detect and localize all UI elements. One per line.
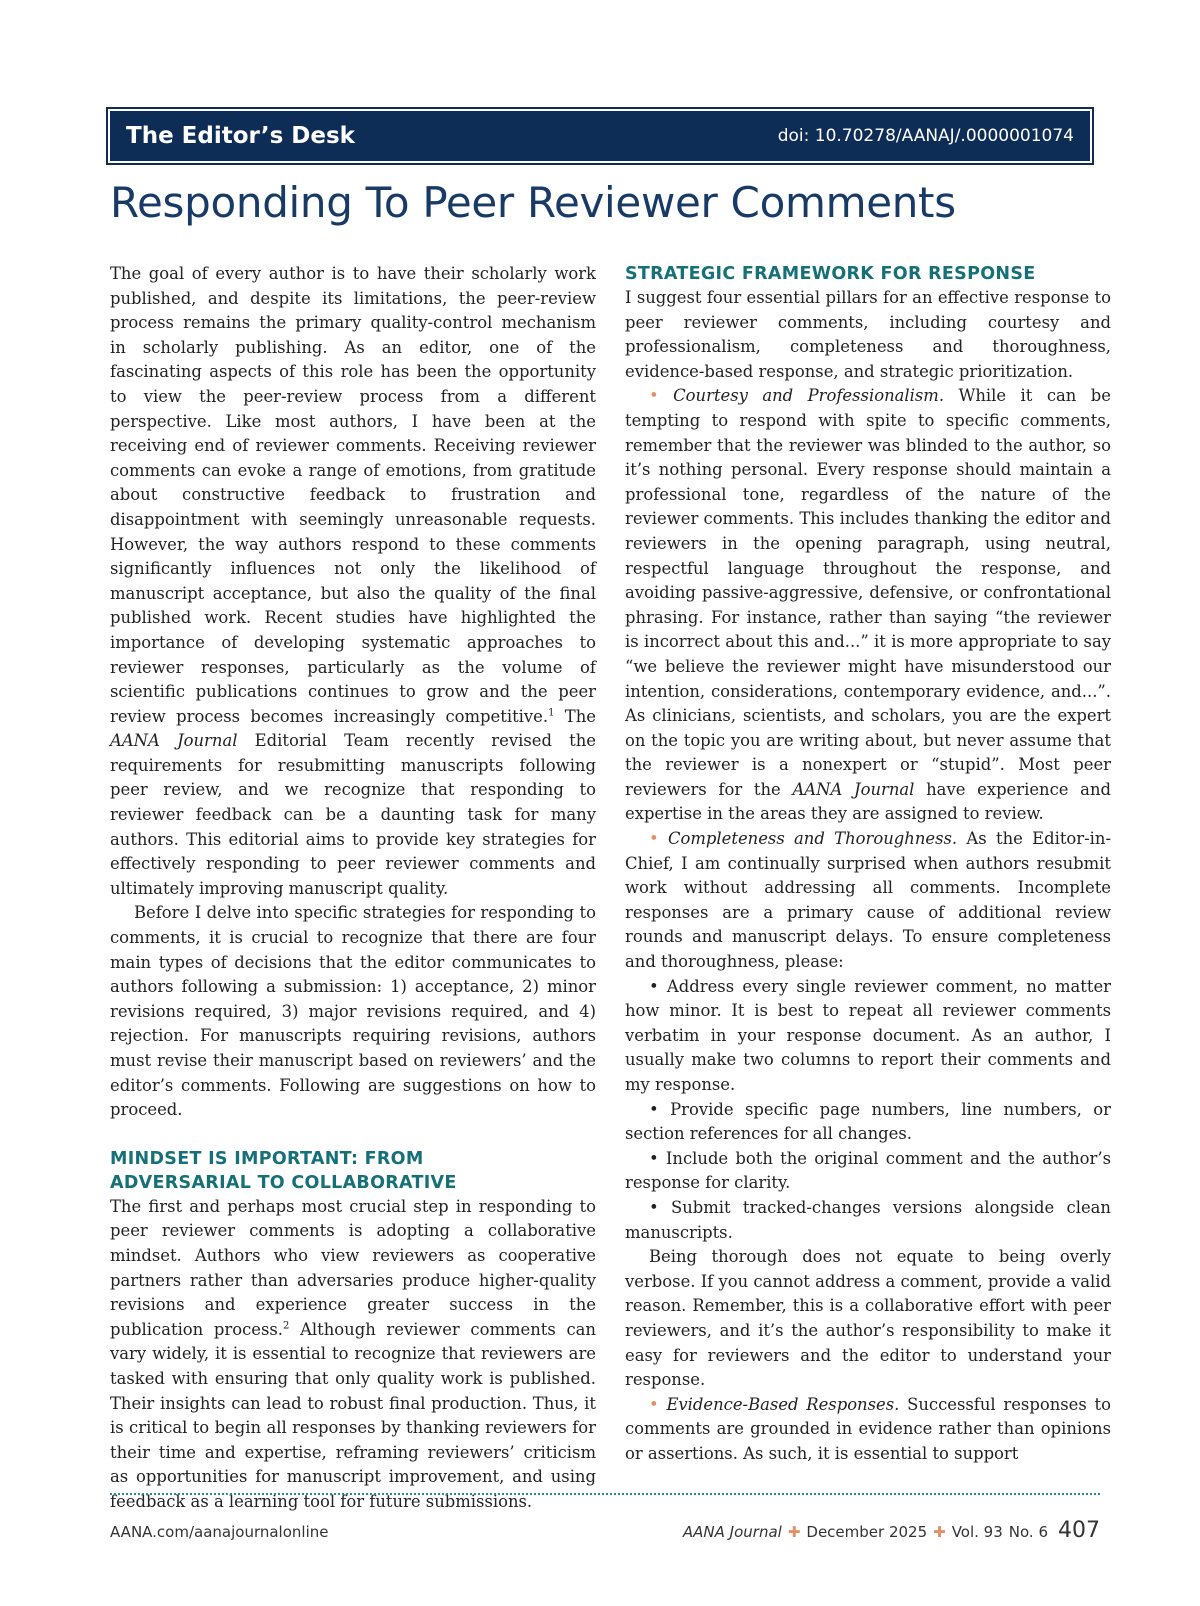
evidence-paragraph: • Evidence-Based Responses. Successful responses to comments are grounded in evidence rather than opinions or assertions. As such, it is essential to support bbox=[625, 1394, 1111, 1463]
article-title: Responding To Peer Reviewer Comments bbox=[110, 178, 956, 227]
bullet-icon: • bbox=[649, 1394, 659, 1414]
courtesy-paragraph: • Courtesy and Professionalism. While it can be tempting to respond with spite to specific comments, remember that the reviewer was blinded to the author, so it’s nothing personal. Every response should maintain a professional tone, regardless of the nature of the reviewer comments. This includes thanking the editor and reviewers in the opening paragraph, using neutral, respectful language throughout the response, and avoiding passive-aggressive, defensive, or confrontational phrasing. For instance, rather than saying “the reviewer is incorrect about this and...” it is more appropriate to say “we believe the reviewer might have misunderstood our intention, considerations, contemporary evidence, and...”. As clinicians, scientists, and scholars, you are the expert on the topic you are writing about, but never assume that the reviewer is a nonexpert or “stupid”. Most peer reviewers for the AANA Journal have experience and expertise in the areas they are assigned to review. bbox=[625, 386, 1111, 824]
courtesy-title: Courtesy and Professionalism. bbox=[673, 386, 945, 406]
framework-intro: I suggest four essential pillars for an effective response to peer reviewer comments, including courtesy and professionalism, completeness and thoroughness, evidence-based response, and strategic prioritization. bbox=[625, 288, 1111, 381]
framework-heading: STRATEGIC FRAMEWORK FOR RESPONSE bbox=[625, 264, 1036, 284]
footer-volume: Vol. 93 bbox=[951, 1523, 1003, 1541]
thoroughness-paragraph: Being thorough does not equate to being overly verbose. If you cannot address a comment, provide a valid reason. Remember, this is a collaborative effort with peer reviewers, and it’s the author’s responsibility to make it easy for reviewers and the editor to understand your response. bbox=[625, 1247, 1111, 1390]
list-item: • Provide specific page numbers, line numbers, or section references for all changes. bbox=[625, 1099, 1111, 1144]
page-number: 407 bbox=[1058, 1518, 1100, 1543]
doi-label: doi: 10.70278/AANAJ/.0000001074 bbox=[777, 126, 1074, 146]
bullet-icon: • bbox=[649, 386, 659, 406]
footer-citation bbox=[683, 1518, 1100, 1543]
footer-issue: No. 6 bbox=[1008, 1523, 1048, 1541]
list-item: • Address every single reviewer comment, no matter how minor. It is best to repeat all reviewer comments verbatim in your response document. As an author, I usually make two columns to report their comments and my response. bbox=[625, 976, 1111, 1094]
footer-divider bbox=[110, 1493, 1100, 1495]
decision-types-paragraph: Before I delve into specific strategies for responding to comments, it is crucial to recognize that there are four main types of decisions that the editor communicates to authors following a submission: 1) acceptance, 2) minor revisions required, 3) major revisions required, and 4) rejection. For manuscripts requiring revisions, authors must revise their manuscript based on reviewers’ and the editor’s comments. Following are suggestions on how to proceed. bbox=[110, 903, 596, 1120]
mindset-heading: MINDSET IS IMPORTANT: FROM ADVERSARIAL TO COLLABORATIVE bbox=[110, 1148, 457, 1193]
cross-icon: ✚ bbox=[933, 1523, 946, 1541]
bullet-icon: • bbox=[649, 829, 659, 849]
intro-paragraph: The goal of every author is to have their scholarly work published, and despite its limitations, the peer-review process remains the primary quality-control mechanism in scholarly publishing. As an editor, one of the fascinating aspects of this role has been the opportunity to view the peer-review process from a different perspective. Like most authors, I have been at the receiving end of reviewer comments. Receiving reviewer comments can evoke a range of emotions, from gratitude about constructive feedback to frustration and disappointment with seemingly unreasonable requests. However, the way authors respond to these comments significantly influences not only the likelihood of manuscript acceptance, but also the quality of the final published work. Recent studies have highlighted the importance of developing systematic approaches to reviewer responses, particularly as the volume of scientific publications continues to grow and the peer review process becomes increasingly competitive.$^1$ The AANA Journal Editorial Team recently revised the requirements for resubmitting manuscripts following peer review, and we recognize that responding to reviewer feedback can be a daunting task for many authors. This editorial aims to provide key strategies for effectively responding to peer reviewer comments and ultimately improving manuscript quality. bbox=[110, 264, 596, 898]
right-column bbox=[625, 262, 1111, 1467]
reference-2: 2 bbox=[283, 1320, 290, 1332]
list-item: • Include both the original comment and the author’s response for clarity. bbox=[625, 1148, 1111, 1193]
journal-name: AANA Journal bbox=[792, 779, 915, 799]
reference-1: 1 bbox=[548, 707, 555, 719]
cross-icon: ✚ bbox=[787, 1523, 801, 1541]
section-header-bar bbox=[110, 111, 1090, 161]
footer-url: AANA.com/aanajournalonline bbox=[110, 1523, 329, 1541]
completeness-title: Completeness and Thoroughness. bbox=[667, 829, 958, 849]
left-column bbox=[110, 262, 596, 1515]
footer-date: December 2025 bbox=[806, 1523, 928, 1541]
list-item: • Submit tracked-changes versions alongside clean manuscripts. bbox=[625, 1197, 1111, 1242]
footer-journal: AANA Journal bbox=[682, 1523, 782, 1541]
evidence-title: Evidence-Based Responses. bbox=[666, 1394, 900, 1414]
journal-name: AANA Journal bbox=[110, 731, 238, 751]
section-name: The Editor’s Desk bbox=[126, 123, 355, 149]
completeness-paragraph: • Completeness and Thoroughness. As the Editor-in-Chief, I am continually surprised when authors resubmit work without addressing all comments. Incomplete responses are a primary cause of additional review rounds and manuscript delays. To ensure completeness and thoroughness, please: bbox=[625, 829, 1111, 972]
mindset-paragraph: The first and perhaps most crucial step in responding to peer reviewer comments is adopting a collaborative mindset. Authors who view reviewers as cooperative partners rather than adversaries produce higher-quality revisions and experience greater success in the publication process.$^2$ Although reviewer comments can vary widely, it is essential to recognize that reviewers are tasked with ensuring that only quality work is published. Their insights can lead to robust final production. Thus, it is critical to begin all responses by thanking reviewers for their time and expertise, reframing reviewers’ criticism as opportunities for manuscript improvement, and using feedback as a learning tool for future submissions. bbox=[110, 1196, 596, 1511]
